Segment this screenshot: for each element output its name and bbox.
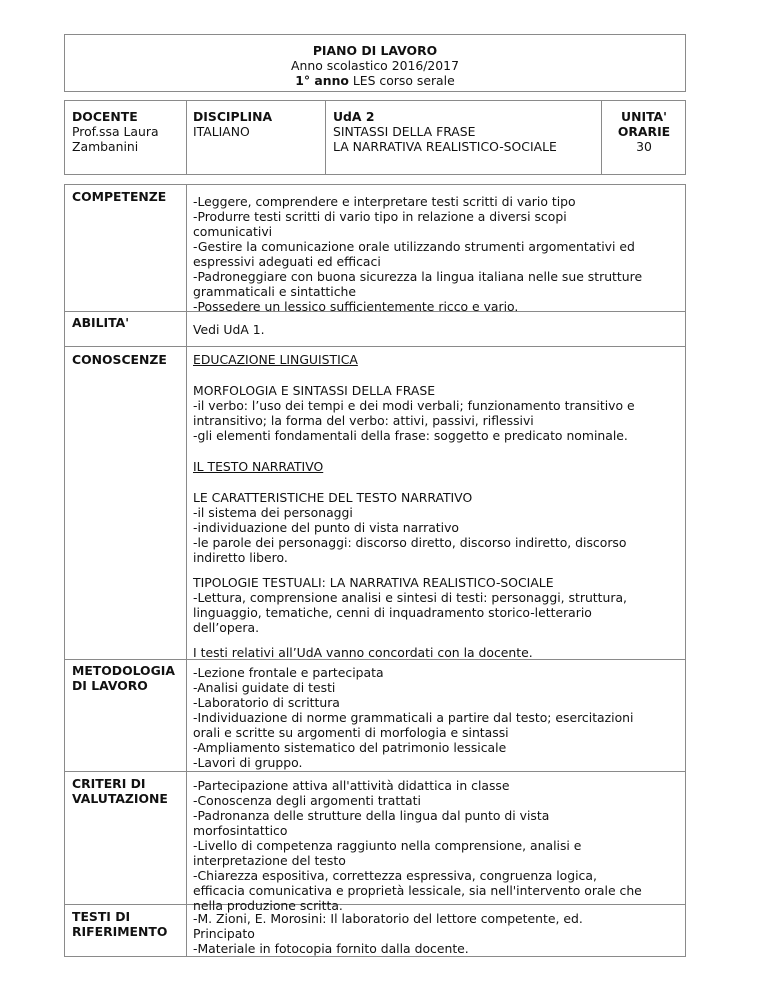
metodologia-line: -Lavori di gruppo.	[193, 755, 303, 770]
docente-name-1: Prof.ssa Laura	[72, 124, 159, 139]
competenze-line: -Leggere, comprendere e interpretare testi scritti di vario tipo	[193, 194, 576, 209]
conoscenze-line: -individuazione del punto di vista narrativo	[193, 520, 460, 535]
docente-name-2: Zambanini	[72, 139, 139, 154]
competenze-line: -Produrre testi scritti di vario tipo in relazione a diversi scopi	[193, 209, 567, 224]
morfologia-block	[193, 383, 635, 443]
info-table	[64, 100, 686, 175]
testi-label-1: TESTI DI	[72, 909, 131, 924]
criteri-line: -Padronanza delle strutture della lingua dal punto di vista	[193, 808, 550, 823]
caratteristiche-block	[193, 490, 626, 565]
uda-line-1: SINTASSI DELLA FRASE	[333, 124, 476, 139]
metodologia-line: -Ampliamento sistematico del patrimonio lessicale	[193, 740, 507, 755]
testi-line: Principato	[193, 926, 255, 941]
disciplina-cell	[193, 109, 272, 139]
criteri-line: -Conoscenza degli argomenti trattati	[193, 793, 421, 808]
disciplina-value: ITALIANO	[193, 124, 250, 139]
conoscenze-line: dell’opera.	[193, 620, 260, 635]
abilita-label: ABILITA'	[72, 315, 130, 330]
testi-label-2: RIFERIMENTO	[72, 924, 168, 939]
abilita-value: Vedi UdA 1.	[193, 322, 265, 337]
testi-label	[72, 909, 167, 939]
criteri-line: -Chiarezza espositiva, correttezza espressiva, congruenza logica,	[193, 868, 597, 883]
conoscenze-line: intransitivo; la forma del verbo: attivi, passivi, riflessivi	[193, 413, 534, 428]
criteri-line: efficacia comunicativa e proprietà lessicale, sia nell'intervento orale che	[193, 883, 642, 898]
conoscenze-line: -gli elementi fondamentali della frase: soggetto e predicato nominale.	[193, 428, 628, 443]
class-course: LES corso serale	[348, 73, 455, 88]
criteri-line: interpretazione del testo	[193, 853, 346, 868]
conoscenze-line: TIPOLOGIE TESTUALI: LA NARRATIVA REALISTICO-SOCIALE	[193, 575, 554, 590]
criteri-line: -Livello di competenza raggiunto nella comprensione, analisi e	[193, 838, 582, 853]
competenze-line: -Gestire la comunicazione orale utilizzando strumenti argomentativi ed	[193, 239, 635, 254]
criteri-label-2: VALUTAZIONE	[72, 791, 168, 806]
testi-line: -Materiale in fotocopia fornito dalla docente.	[193, 941, 469, 956]
disciplina-label: DISCIPLINA	[193, 109, 273, 124]
metodologia-label-1: METODOLOGIA	[72, 663, 175, 678]
unita-value: 30	[636, 139, 652, 154]
criteri-line: nella produzione scritta.	[193, 898, 343, 913]
uda-label: UdA 2	[333, 109, 375, 124]
metodologia-line: -Lezione frontale e partecipata	[193, 665, 384, 680]
competenze-line: espressivi adeguati ed efficaci	[193, 254, 381, 269]
criteri-line: -Partecipazione attiva all'attività didattica in classe	[193, 778, 510, 793]
testi-line: -M. Zioni, E. Morosini: Il laboratorio del lettore competente, ed.	[193, 911, 583, 926]
competenze-list	[193, 194, 642, 314]
unita-label-2: ORARIE	[617, 124, 671, 139]
conoscenze-note: I testi relativi all’UdA vanno concordati con la docente.	[193, 645, 533, 660]
docente-cell	[72, 109, 159, 154]
main-table	[64, 184, 686, 957]
metodologia-list	[193, 665, 633, 770]
conoscenze-line: linguaggio, tematiche, cenni di inquadramento storico-letterario	[193, 605, 592, 620]
conoscenze-line: -Lettura, comprensione analisi e sintesi di testi: personaggi, struttura,	[193, 590, 627, 605]
metodologia-line: -Laboratorio di scrittura	[193, 695, 340, 710]
page-title: PIANO DI LAVORO	[312, 43, 438, 58]
conoscenze-line: MORFOLOGIA E SINTASSI DELLA FRASE	[193, 383, 436, 398]
competenze-line: -Possedere un lessico sufficientemente ricco e vario.	[193, 299, 519, 314]
uda-cell	[333, 109, 557, 154]
uda-line-2: LA NARRATIVA REALISTICO-SOCIALE	[333, 139, 557, 154]
metodologia-label-2: DI LAVORO	[72, 678, 148, 693]
tipologie-block	[193, 575, 627, 635]
conoscenze-line: -il sistema dei personaggi	[193, 505, 353, 520]
metodologia-line: -Analisi guidate di testi	[193, 680, 336, 695]
metodologia-line: orali e scritte su argomenti di morfologia e sintassi	[193, 725, 509, 740]
criteri-list	[193, 778, 642, 913]
conoscenze-line: -il verbo: l’uso dei tempi e dei modi verbali; funzionamento transitivo e	[193, 398, 635, 413]
school-year: Anno scolastico 2016/2017	[291, 58, 459, 73]
competenze-label: COMPETENZE	[72, 189, 167, 204]
class-year: 1° anno	[295, 73, 349, 88]
header-box	[64, 34, 686, 92]
criteri-label-1: CRITERI DI	[72, 776, 146, 791]
class-line	[65, 73, 685, 88]
criteri-line: morfosintattico	[193, 823, 288, 838]
educazione-linguistica-title: EDUCAZIONE LINGUISTICA	[193, 352, 358, 367]
competenze-line: -Padroneggiare con buona sicurezza la lingua italiana nelle sue strutture	[193, 269, 643, 284]
conoscenze-line: LE CARATTERISTICHE DEL TESTO NARRATIVO	[193, 490, 473, 505]
competenze-line: comunicativi	[193, 224, 273, 239]
conoscenze-line: indiretto libero.	[193, 550, 288, 565]
testo-narrativo-title: IL TESTO NARRATIVO	[193, 459, 324, 474]
unita-label-1: UNITA'	[621, 109, 667, 124]
unita-cell	[602, 109, 686, 154]
metodologia-label	[72, 663, 175, 693]
metodologia-line: -Individuazione di norme grammaticali a partire dal testo; esercitazioni	[193, 710, 634, 725]
docente-label: DOCENTE	[72, 109, 138, 124]
testi-list	[193, 911, 583, 956]
criteri-label	[72, 776, 168, 806]
competenze-line: grammaticali e sintattiche	[193, 284, 357, 299]
conoscenze-label: CONOSCENZE	[72, 352, 167, 367]
conoscenze-line: -le parole dei personaggi: discorso diretto, discorso indiretto, discorso	[193, 535, 627, 550]
